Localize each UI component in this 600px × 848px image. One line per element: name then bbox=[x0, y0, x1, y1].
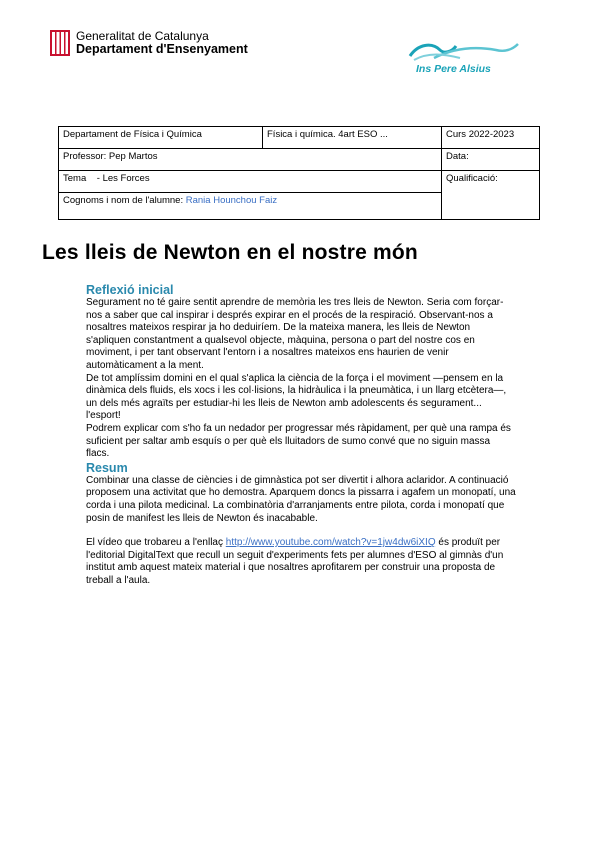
institute-logo-icon bbox=[404, 40, 522, 64]
generalitat-logo-icon bbox=[50, 30, 70, 56]
subject-cell: Física i química. 4art ESO ... bbox=[263, 127, 442, 149]
reflexio-paragraph-2: De tot amplíssim domini en el qual s'aplica la ciència de la força i el moviment —pensem en la dinàmica dels fluids, els xocs i les col·lisions, la hidràulica i la pneumàtica, i un llarg etcètera—, un dels més agraïts per estudiar-hi les lleis de Newton amb adolescents és segurament... l'esport! bbox=[86, 372, 507, 422]
resum-link-intro: El vídeo que trobareu a l'enllaç bbox=[86, 537, 223, 549]
reflexio-paragraph-3: Podrem explicar com s'ho fa un nedador per progressar més ràpidament, per què una rampa és suficient per saltar amb esquís o per què els lluitadors de sumo convé que no siguin massa flacs. bbox=[86, 422, 511, 460]
generalitat-name: Generalitat de Catalunya bbox=[76, 29, 209, 43]
student-info-table bbox=[58, 126, 540, 220]
date-cell: Data: bbox=[442, 149, 540, 171]
institute-name: Ins Pere Alsius bbox=[416, 63, 491, 75]
topic-value: - Les Forces bbox=[96, 173, 150, 184]
grade-cell: Qualificació: bbox=[442, 171, 540, 220]
video-link[interactable]: http://www.youtube.com/watch?v=1jw4dw6iXIQ bbox=[225, 537, 436, 549]
department-name: Departament d'Ensenyament bbox=[76, 42, 248, 56]
department-cell: Departament de Física i Química bbox=[59, 127, 263, 149]
course-cell: Curs 2022-2023 bbox=[442, 127, 540, 149]
student-name: Rania Hounchou Faiz bbox=[185, 195, 278, 206]
main-content bbox=[86, 283, 516, 587]
resum-paragraph-2 bbox=[86, 537, 516, 587]
generalitat-header bbox=[76, 30, 248, 56]
topic-label: Tema bbox=[63, 173, 87, 184]
resum-paragraph-1: Combinar una classe de ciències i de gimnàstica pot ser divertit i alhora aclaridor. A continuació proposem una activitat que ho demostra. Aparquem doncs la pissarra i agafem un monopatí, una corda i una pilota medicinal. La combinatòria d'arranjaments entre pilota, corda i monopatí que posin de manifest les lleis de Newton és inacabable. bbox=[86, 474, 516, 524]
reflexio-heading: Reflexió inicial bbox=[86, 283, 174, 297]
resum-link-outro: és produït per l'editorial DigitalText que recull un seguit d'experiments fets per alumnes d'ESO al gimnàs d'un institut amb aquest mateix material i que nosaltres aprofitarem per construir una proposta de treball a l'aula. bbox=[86, 537, 504, 586]
student-cell bbox=[59, 193, 442, 220]
topic-cell bbox=[59, 171, 442, 193]
teacher-cell: Professor: Pep Martos bbox=[59, 149, 442, 171]
student-label: Cognoms i nom de l'alumne: bbox=[63, 195, 184, 206]
page-title: Les lleis de Newton en el nostre món bbox=[42, 241, 418, 264]
resum-heading: Resum bbox=[86, 460, 128, 475]
reflexio-paragraph-1: Segurament no té gaire sentit aprendre de memòria les tres lleis de Newton. Seria com forçar-nos a saber que cal inspirar i després expirar en el procés de la respiració. Observant-nos a nosaltres mateixos respirar ja ho deduiríem. De la mateixa manera, les lleis de Newton s'apliquen constantment a qualsevol objecte, màquina, persona o part del nostre cos en moviment, i per tant observant l'entorn i a nosaltres mateixos ens haurien de venir automàticament a la ment. bbox=[86, 297, 504, 371]
